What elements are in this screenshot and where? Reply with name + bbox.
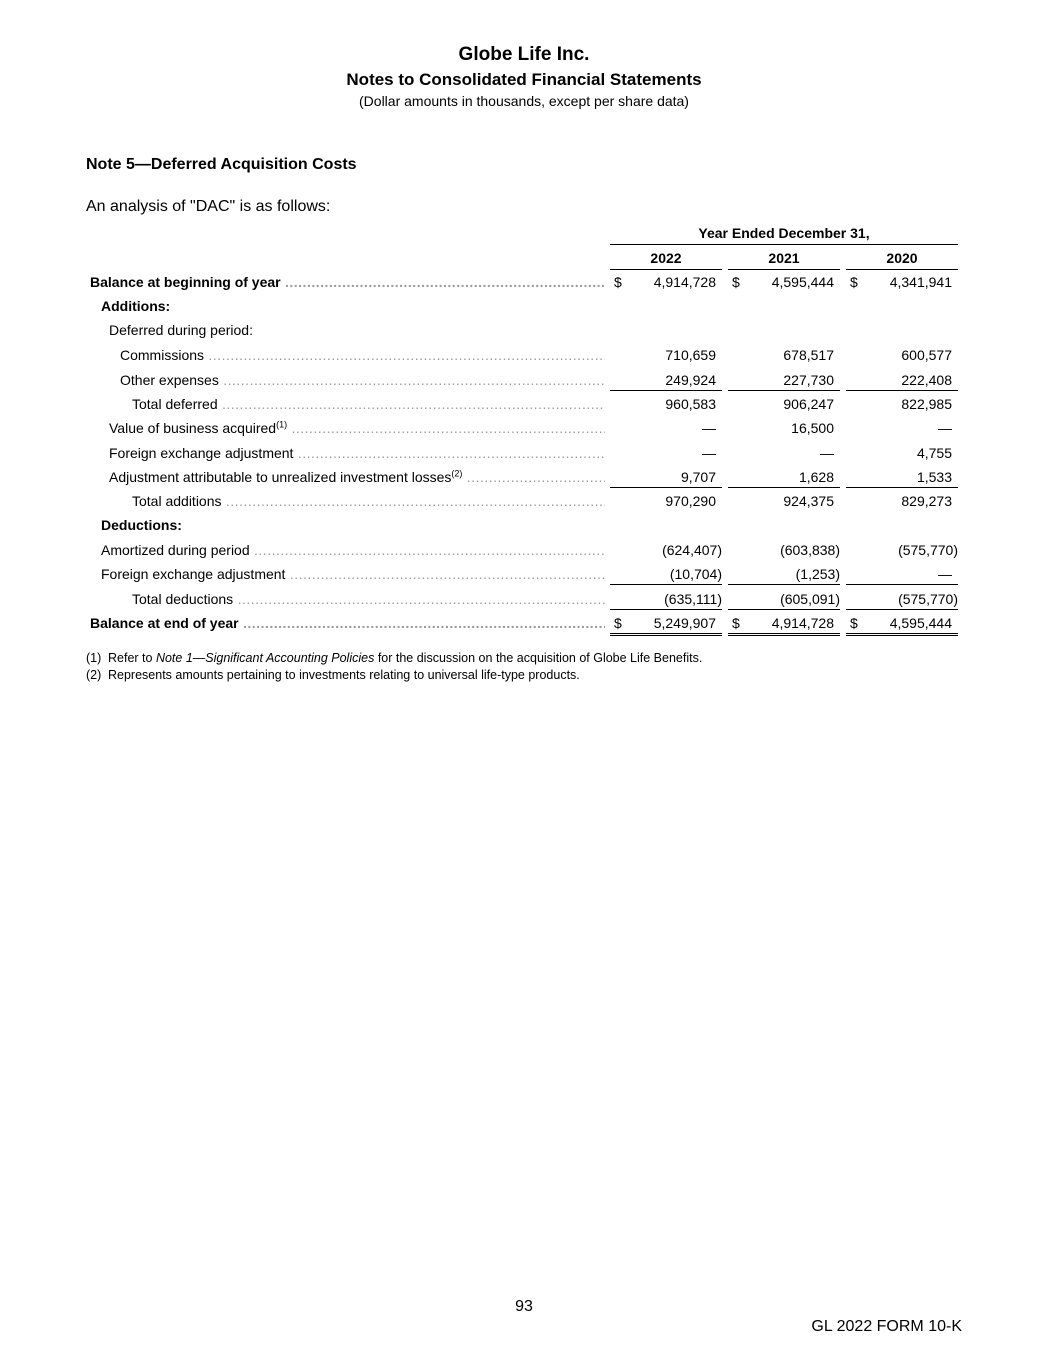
currency-symbol: $ [850, 274, 858, 290]
cell-value: 710,659 [665, 347, 716, 363]
cell-value: 4,341,941 [889, 274, 952, 290]
value-2020 [846, 589, 958, 610]
table-row-fx-adjustment-deductions [0, 564, 1048, 586]
cell-value: (575,770) [898, 542, 958, 558]
table-row-other-expenses [0, 370, 1048, 392]
cell-value: 970,290 [665, 493, 716, 509]
value-2020 [846, 443, 952, 463]
cell-value: 906,247 [783, 396, 834, 412]
footnote-mark: (1) [86, 651, 102, 665]
cell-value: 1,533 [916, 469, 952, 485]
cell-value: (605,091) [780, 591, 840, 607]
value-2022 [610, 418, 716, 438]
value-2022 [610, 491, 716, 511]
row-label: Balance at beginning of year ..... [90, 272, 605, 292]
cell-value: (624,407) [662, 542, 722, 558]
value-2022 [610, 467, 722, 488]
value-2022 [610, 540, 722, 560]
cell-value: 227,730 [783, 372, 834, 388]
table-row-fx-adjustment-additions [0, 443, 1048, 465]
cell-value: 822,985 [901, 396, 952, 412]
value-2020 [846, 613, 958, 636]
form-label: GL 2022 FORM 10-K [811, 1318, 962, 1335]
cell-value: 960,583 [665, 396, 716, 412]
cell-value: 678,517 [783, 347, 834, 363]
value-2022 [610, 443, 716, 463]
value-2021 [728, 564, 840, 585]
cell-value: 1,628 [798, 469, 834, 485]
row-label: Foreign exchange adjustment ..... [109, 443, 605, 463]
cell-value: (635,111) [664, 591, 722, 607]
cell-value: — [820, 445, 834, 461]
table-row-balance-beginning [0, 272, 1048, 294]
year-header-2021: 2021 [728, 250, 840, 270]
currency-symbol: $ [732, 274, 740, 290]
table-row-value-business-acquired [0, 418, 1048, 440]
row-label: Amortized during period ..... [101, 540, 605, 560]
table-row-deferred-header [0, 320, 1048, 342]
row-label: Balance at end of year ..... [90, 613, 605, 633]
row-label: Total additions ..... [132, 491, 605, 511]
table-row-total-deductions [0, 589, 1048, 611]
page-number: 93 [515, 1298, 533, 1315]
section-label: Additions: [101, 298, 171, 314]
currency-symbol: $ [614, 274, 622, 290]
year-header-2022: 2022 [610, 250, 722, 270]
value-2021 [728, 345, 834, 365]
footnote-text: Represents amounts pertaining to investments relating to universal life-type products. [108, 668, 580, 682]
table-row-additions-header [0, 296, 1048, 318]
value-2021 [728, 540, 840, 560]
value-2022 [610, 589, 722, 610]
units-note: (Dollar amounts in thousands, except per share data) [359, 93, 689, 109]
cell-value: 4,914,728 [653, 274, 716, 290]
value-2021 [728, 418, 834, 438]
value-2020 [846, 345, 952, 365]
value-2021 [728, 370, 840, 391]
table-row-commissions [0, 345, 1048, 367]
cell-value: 4,914,728 [771, 615, 834, 631]
cell-value: 222,408 [901, 372, 952, 388]
document-subtitle: Notes to Consolidated Financial Statements [346, 70, 702, 89]
subsection-label: Deferred during period: [109, 322, 253, 338]
row-label-text: Value of business acquired [109, 420, 277, 436]
row-label: Commissions ..... [120, 345, 605, 365]
cell-value: (10,704) [669, 566, 722, 582]
cell-value: 924,375 [783, 493, 834, 509]
value-2020 [846, 394, 952, 414]
table-row-amortized [0, 540, 1048, 562]
value-2020 [846, 540, 958, 560]
value-2021 [728, 467, 840, 488]
currency-symbol: $ [614, 615, 622, 631]
row-label: Total deductions ..... [132, 589, 605, 609]
cell-value: — [702, 420, 716, 436]
year-header-2020: 2020 [846, 250, 958, 270]
note-title: Note 5—Deferred Acquisition Costs [86, 156, 357, 173]
table-row-total-deferred [0, 394, 1048, 416]
footnote-1 [86, 651, 702, 665]
value-2021 [728, 272, 834, 292]
currency-symbol: $ [850, 615, 858, 631]
footnote-text: for the discussion on the acquisition of Globe Life Benefits. [374, 651, 703, 665]
value-2021 [728, 443, 834, 463]
table-row-total-additions [0, 491, 1048, 513]
cell-value: — [702, 445, 716, 461]
cell-value: 5,249,907 [653, 615, 716, 631]
cell-value: 829,273 [901, 493, 952, 509]
value-2022 [610, 370, 722, 391]
row-label [109, 467, 605, 487]
value-2020 [846, 467, 958, 488]
period-header: Year Ended December 31, [610, 225, 958, 245]
table-row-deductions-header [0, 515, 1048, 537]
footnote-mark: (2) [86, 668, 102, 682]
currency-symbol: $ [732, 615, 740, 631]
cell-value: — [938, 420, 952, 436]
cell-value: — [938, 566, 952, 582]
cell-value: 600,577 [901, 347, 952, 363]
value-2020 [846, 564, 958, 585]
value-2022 [610, 564, 722, 585]
footnote-ref: (1) [276, 419, 288, 430]
value-2020 [846, 272, 952, 292]
cell-value: (603,838) [780, 542, 840, 558]
value-2022 [610, 272, 716, 292]
cell-value: 9,707 [680, 469, 716, 485]
cell-value: 4,755 [916, 445, 952, 461]
value-2021 [728, 394, 834, 414]
note-intro: An analysis of "DAC" is as follows: [86, 198, 331, 215]
value-2021 [728, 589, 840, 610]
cell-value: (1,253) [795, 566, 840, 582]
value-2022 [610, 613, 722, 636]
table-row-balance-end [0, 613, 1048, 635]
cell-value: 249,924 [665, 372, 716, 388]
cell-value: (575,770) [898, 591, 958, 607]
footnote-text: Refer to [108, 651, 156, 665]
value-2022 [610, 345, 716, 365]
row-label: Total deferred ..... [132, 394, 605, 414]
value-2021 [728, 491, 834, 511]
cell-value: 4,595,444 [771, 274, 834, 290]
value-2022 [610, 394, 716, 414]
cell-value: 4,595,444 [889, 615, 952, 631]
row-label: Other expenses ..... [120, 370, 605, 390]
value-2020 [846, 370, 958, 391]
value-2021 [728, 613, 840, 636]
value-2020 [846, 418, 952, 438]
cell-value: 16,500 [791, 420, 834, 436]
company-name: Globe Life Inc. [458, 44, 590, 65]
value-2020 [846, 491, 952, 511]
section-label: Deductions: [101, 517, 182, 533]
row-label: Foreign exchange adjustment ..... [101, 564, 605, 584]
row-label-text: Adjustment attributable to unrealized investment losses [109, 469, 452, 485]
table-row-unrealized-adjustment [0, 467, 1048, 489]
footnote-ref: (2) [451, 468, 463, 479]
footnote-2 [86, 668, 580, 682]
footnote-reference-link: Note 1—Significant Accounting Policies [155, 651, 375, 665]
row-label [109, 418, 605, 438]
